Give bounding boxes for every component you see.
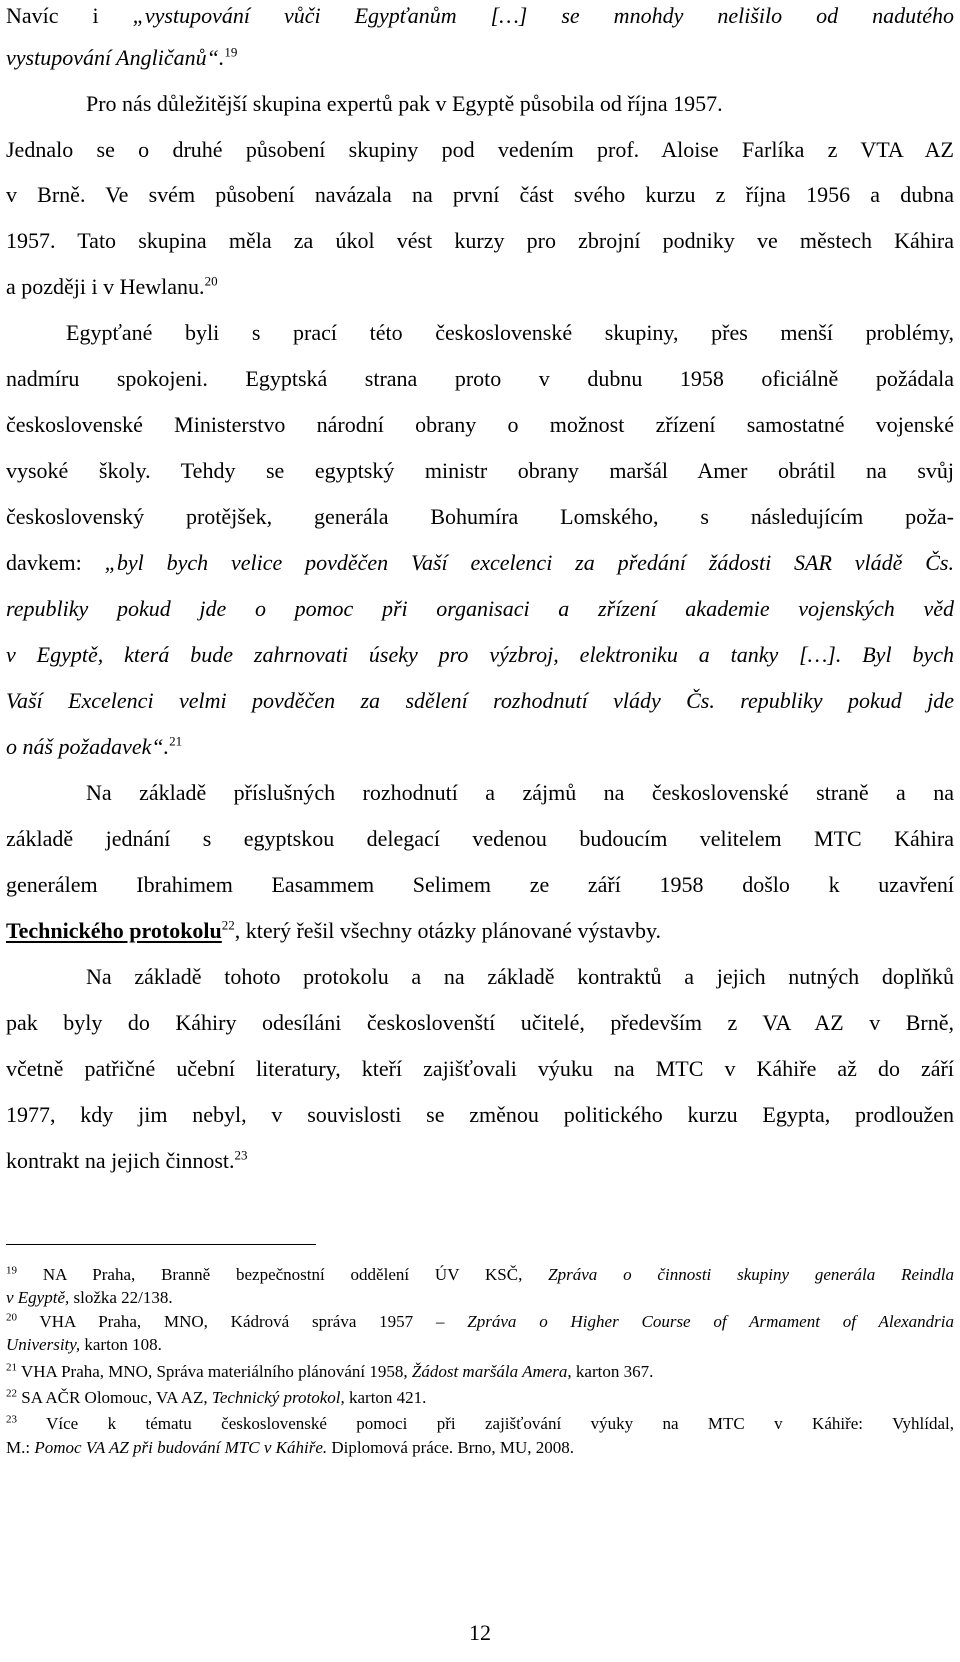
- text-line: [6, 641, 954, 669]
- footnote-ref: 19: [224, 44, 238, 60]
- quote-text: vystupování Angličanů“.: [6, 45, 225, 70]
- text-line: [6, 273, 954, 301]
- footnote-cont: [6, 1334, 954, 1356]
- footnote-text: karton 108.: [80, 1335, 162, 1354]
- footnote-title: v Egyptě,: [6, 1288, 70, 1307]
- text-line: 1957. Tato skupina měla za úkol vést kurzy pro zbrojní podniky ve městech Káhira: [6, 228, 954, 253]
- footnote-text: VHA Praha, MNO, Správa materiálního plánování 1958,: [17, 1362, 412, 1381]
- page-number: 12: [469, 1620, 491, 1645]
- footnote-ref: 20: [204, 273, 218, 289]
- footnote-cont: [6, 1287, 954, 1309]
- footnote-number: 23: [6, 1413, 17, 1426]
- text-line: Egypťané byli s prací této československé skupiny, přes menší problémy,: [66, 320, 954, 345]
- footnote: [6, 1311, 954, 1333]
- footnote-number: 19: [6, 1264, 17, 1277]
- emphasized-term: Technického protokolu: [6, 918, 222, 943]
- footnote-text: SA AČR Olomouc, VA AZ,: [17, 1388, 212, 1407]
- footnote-text: karton 421.: [344, 1388, 427, 1407]
- footnote: [6, 1264, 954, 1286]
- quote-text: Vaší Excelenci velmi povděčen za sdělení rozhodnutí vlády Čs. republiky pokud jde: [6, 688, 954, 713]
- text-line: [6, 44, 954, 72]
- footnote-text: M.:: [6, 1438, 35, 1457]
- text-run: davkem:: [6, 550, 105, 575]
- footnote-title: Zpráva o Higher Course of Armament of Alexandria: [467, 1312, 955, 1331]
- footnote-title: Zpráva o činnosti skupiny generála Reindla: [548, 1265, 954, 1284]
- footnote-ref: 22: [221, 917, 235, 933]
- quote-text: o náš požadavek“.: [6, 734, 170, 759]
- footnote-number: 22: [6, 1387, 17, 1400]
- text-line: generálem Ibrahimem Easammem Selimem ze září 1958 došlo k uzavření: [6, 872, 954, 897]
- footnote: [6, 1361, 954, 1383]
- text-line: [6, 733, 954, 761]
- footnote-ref: 23: [234, 1147, 248, 1163]
- footnote-title: Žádost maršála Amera: [411, 1362, 568, 1381]
- text-line: Na základě tohoto protokolu a na základě kontraktů a jejich nutných doplňků: [86, 964, 954, 989]
- footnote-separator: [6, 1244, 316, 1245]
- text-run: kontrakt na jejich činnost.: [6, 1148, 235, 1173]
- footnote: [6, 1413, 954, 1435]
- footnote-number: 20: [6, 1311, 17, 1324]
- text-line: v Brně. Ve svém působení navázala na první část svého kurzu z října 1956 a dubna: [6, 182, 954, 207]
- footnote-ref: 21: [169, 733, 183, 749]
- text-line: Jednalo se o druhé působení skupiny pod vedením prof. Aloise Farlíka z VTA AZ: [6, 137, 954, 162]
- text-line: 1977, kdy jim nebyl, v souvislosti se změnou politického kurzu Egypta, prodloužen: [6, 1102, 954, 1127]
- text-line: československé Ministerstvo národní obrany o možnost zřízení samostatné vojenské: [6, 412, 954, 437]
- text-line: československý protějšek, generála Bohumíra Lomského, s následujícím poža-: [6, 504, 954, 529]
- text-line: [6, 595, 954, 623]
- text-line: [6, 917, 954, 945]
- text-run: Navíc i: [6, 3, 133, 28]
- footnote-title: Technický protokol,: [211, 1388, 345, 1407]
- footnote: [6, 1387, 954, 1409]
- footnote-text: NA Praha, Branně bezpečnostní oddělení ÚV KSČ,: [17, 1265, 549, 1284]
- text-line: [6, 2, 954, 30]
- quote-text: „byl bych velice povděčen Vaší excelenci za předání žádosti SAR vládě Čs.: [104, 550, 954, 575]
- text-run: a později i v Hewlanu.: [6, 274, 205, 299]
- footnote-text: VHA Praha, MNO, Kádrová správa 1957 –: [17, 1312, 468, 1331]
- text-line: pak byly do Káhiry odesíláni českoslovenští učitelé, především z VA AZ v Brně,: [6, 1010, 954, 1035]
- quote-text: v Egyptě, která bude zahrnovati úseky pro výzbroj, elektroniku a tanky […]. Byl bych: [6, 642, 954, 667]
- footnote-number: 21: [6, 1361, 17, 1374]
- text-line: včetně patřičné učební literatury, kteří zajišťovali výuku na MTC v Káhiře až do září: [6, 1056, 954, 1081]
- text-line: Na základě příslušných rozhodnutí a zájmů na československé straně a na: [86, 780, 954, 805]
- quote-text: „vystupování vůči Egypťanům […] se mnohdy nelišilo od nadutého: [132, 3, 954, 28]
- text-line: [6, 1147, 954, 1175]
- text-line: vysoké školy. Tehdy se egyptský ministr obrany maršál Amer obrátil na svůj: [6, 458, 954, 483]
- text-line: [6, 687, 954, 715]
- footnote-title: University,: [6, 1335, 81, 1354]
- text-line: [6, 549, 954, 577]
- footnote-title: Pomoc VA AZ při budování MTC v Káhiře.: [34, 1438, 328, 1457]
- footnote-text: , karton 367.: [567, 1362, 654, 1381]
- footnote-text: Více k tématu československé pomoci při zajišťování výuky na MTC v Káhiře: Vyhlídal,: [17, 1414, 954, 1433]
- quote-text: republiky pokud jde o pomoc při organisaci a zřízení akademie vojenských věd: [6, 596, 954, 621]
- text-line: nadmíru spokojeni. Egyptská strana proto v dubnu 1958 oficiálně požádala: [6, 366, 954, 391]
- footnote-text: složka 22/138.: [69, 1288, 173, 1307]
- footnote-text: Diplomová práce. Brno, MU, 2008.: [327, 1438, 575, 1457]
- footnote-cont: [6, 1437, 954, 1459]
- text-line: základě jednání s egyptskou delegací vedenou budoucím velitelem MTC Káhira: [6, 826, 954, 851]
- text-run: , který řešil všechny otázky plánované výstavby.: [234, 918, 662, 943]
- text-line: Pro nás důležitější skupina expertů pak v Egyptě působila od října 1957.: [86, 91, 723, 116]
